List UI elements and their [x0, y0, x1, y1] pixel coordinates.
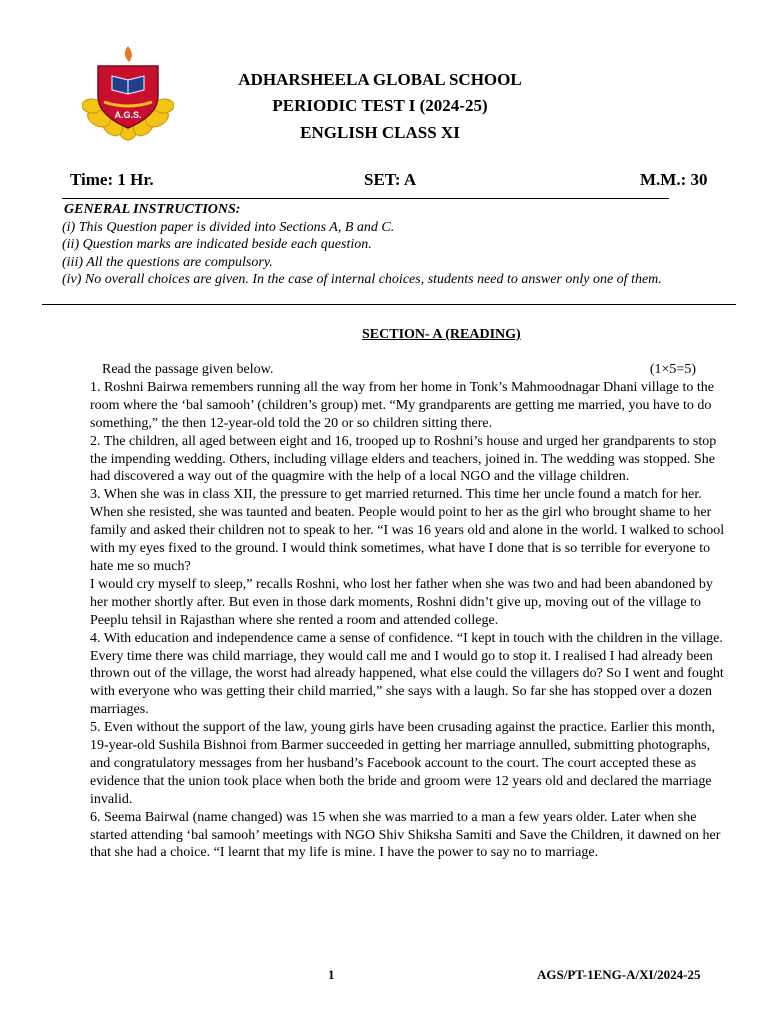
test-title: PERIODIC TEST I (2024-25) — [272, 96, 488, 115]
instructions-heading: GENERAL INSTRUCTIONS: — [64, 202, 241, 217]
instruction-item: (ii) Question marks are indicated beside each question. — [62, 237, 372, 252]
header-divider — [62, 198, 669, 199]
passage-paragraph: 5. Even without the support of the law, young girls have been crusading against the practice. Earlier this month, 19-year-old Sushila Bishnoi from Barmer succeeded in getting her marriage annulled, submitting photographs, and congratulatory messages from her husband’s Facebook account to the court. The court accepted these as evidence that the union took place when both the bride and groom were 12 years old and declared the marriage invalid. — [90, 720, 716, 807]
reading-passage — [90, 361, 730, 862]
passage-paragraph: 3. When she was in class XII, the pressure to get married returned. This time her uncle found a match for her. When she resisted, she was taunted and beaten. People would point to her as the girl who brought shame to her family and asked their children not to speak to her. “I was 16 years old and alone in the world. I walked to school with my eyes fixed to the ground. I would think sometimes, what have I done that is so terrible for everyone to hate me so much? — [90, 487, 725, 574]
passage-paragraph: 6. Seema Bairwal (name changed) was 15 when she was married to a man a few years older. Later when she started attending ‘bal samooh’ meetings with NGO Shiv Shiksha Samiti and Save the Children, it dawned on her that she had a choice. “I learnt that my life is mine. I have the power to say no to marriage. — [90, 809, 721, 861]
logo-initials: A.G.S. — [114, 110, 142, 120]
subject-class: ENGLISH CLASS XI — [300, 123, 460, 142]
school-name: ADHARSHEELA GLOBAL SCHOOL — [238, 70, 522, 89]
instruction-item: (i) This Question paper is divided into Sections A, B and C. — [62, 219, 395, 235]
flame-icon — [125, 46, 132, 62]
passage-paragraph: 1. Roshni Bairwa remembers running all the way from her home in Tonk’s Mahmoodnagar Dhani village to the room where the ‘bal samooh’ (children’s group) met. “My grandparents are getting me married, you have to do something,” the then 12-year-old told the 20 or so children sitting there. — [90, 379, 714, 431]
passage-intro — [90, 361, 696, 379]
general-instructions — [62, 201, 662, 289]
school-logo — [82, 44, 174, 142]
time-allowed: Time: 1 Hr. — [70, 170, 154, 189]
paper-code: AGS/PT-1ENG-A/XI/2024-25 — [537, 967, 701, 982]
max-marks: M.M.: 30 — [640, 170, 708, 189]
page-number: 1 — [328, 967, 335, 982]
section-title: SECTION- A (READING) — [362, 327, 521, 342]
instructions-divider — [42, 304, 736, 305]
paper-set: SET: A — [364, 170, 417, 189]
passage-paragraph: 4. With education and independence came a sense of confidence. “I kept in touch with the children in the village. Every time there was child marriage, they would call me and I would go to stop it. I realised I had already been thrown out of the village, the worst had already happened, what else could the villagers do? So I went and fought with everyone who was getting their child married,” she says with a laugh. So far she has stopped over a dozen marriages. — [90, 630, 724, 718]
question-marks: (1×5=5) — [649, 362, 696, 377]
instruction-item: (iv) No overall choices are given. In the case of internal choices, students need to answer only one of them. — [62, 272, 662, 287]
passage-prompt: Read the passage given below. — [102, 362, 274, 377]
passage-paragraph: 2. The children, all aged between eight and 16, trooped up to Roshni’s house and urged her grandparents to stop the impending wedding. Others, including village elders and teachers, joined in. The wedding was stopped. She had discovered a way out of the quagmire with the help of a local NGO and the village children. — [90, 433, 717, 485]
instruction-item: (iii) All the questions are compulsory. — [62, 254, 273, 270]
passage-paragraph: I would cry myself to sleep,” recalls Roshni, who lost her father when she was two and had been abandoned by her mother shortly after. But even in those dark moments, Roshni didn’t give up, moving out of the village to Peeplu tehsil in Rajasthan where she rented a room and attended college. — [90, 576, 713, 628]
